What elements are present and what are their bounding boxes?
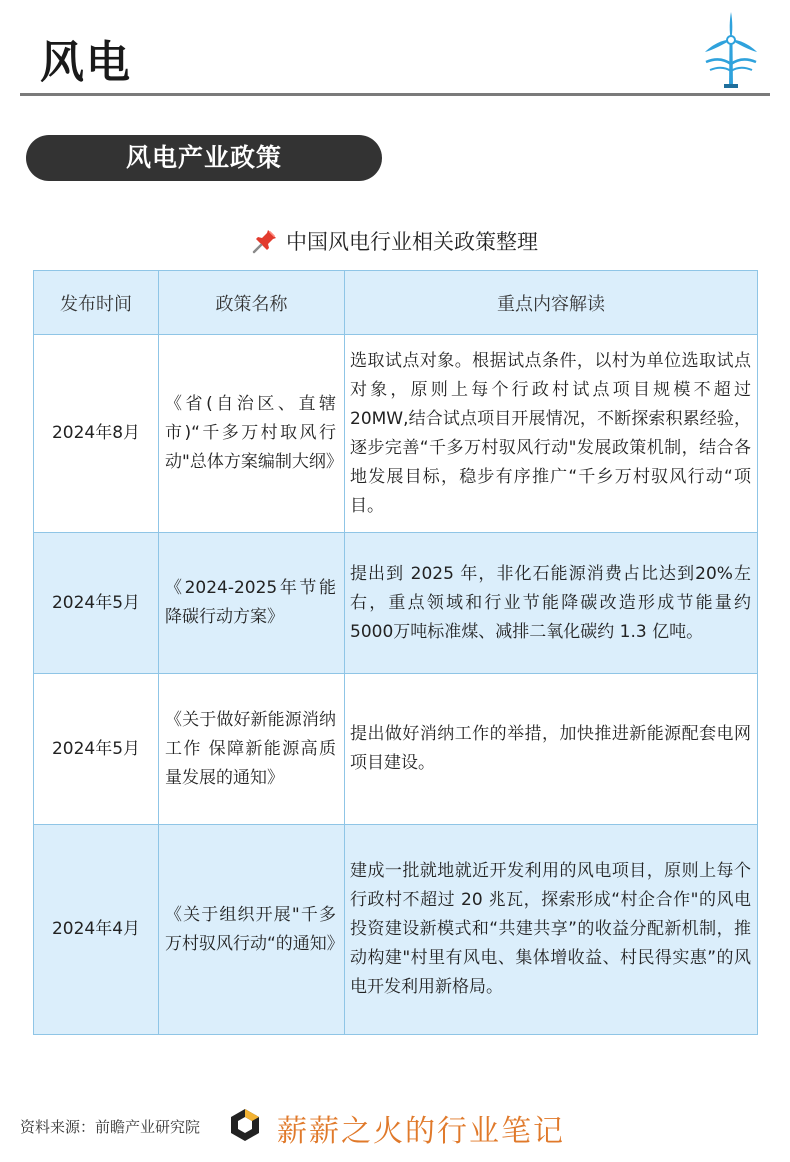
cell-key-points: 提出到 2025 年，非化石能源消费占比达到20%左右，重点领域和行业节能降碳改造形成节能量约 5000万吨标准煤、减排二氧化碳约 1.3 亿吨。 [345,533,758,674]
footer-source: 资料来源：前瞻产业研究院 [20,1118,201,1136]
brand-logo-icon [226,1106,264,1144]
table-row [34,335,758,533]
wind-turbine-icon [700,10,762,90]
header-divider [20,93,770,96]
table-row [34,825,758,1035]
pushpin-icon [252,228,278,254]
cell-date: 2024年5月 [34,533,159,674]
cell-key-points: 提出做好消纳工作的举措，加快推进新能源配套电网项目建设。 [345,674,758,825]
section-title: 风电产业政策 [125,143,282,172]
cell-key-points: 建成一批就地就近开发利用的风电项目，原则上每个行政村不超过 20 兆瓦，探索形成“村企合作"的风电投资建设新模式和“共建共享”的收益分配新机制，推动构建"村里有风电、集体增收益、村民得实惠”的风电开发利用新格局。 [345,825,758,1035]
cell-policy-name: 《省(自治区、直辖市)“千多万村取风行动"总体方案编制大纲》 [159,335,345,533]
cell-policy-name: 《关于做好新能源消纳工作 保障新能源高质量发展的通知》 [159,674,345,825]
column-header-key-points: 重点内容解读 [345,271,758,335]
policy-table [33,270,758,1035]
page-header [0,0,790,100]
cell-policy-name: 《关于组织开展"千多万村驭风行动“的通知》 [159,825,345,1035]
cell-key-points: 选取试点对象。根据试点条件，以村为单位选取试点对象，原则上每个行政村试点项目规模不超过 20MW,结合试点项目开展情况，不断探索积累经验，逐步完善“千多万村驭风行动"发展政策机制，结合各地发展目标，稳步有序推广“千乡万村驭风行动“项目。 [345,335,758,533]
table-caption-text: 中国风电行业相关政策整理 [286,230,538,254]
column-header-date: 发布时间 [34,271,159,335]
table-row [34,533,758,674]
column-header-policy-name: 政策名称 [159,271,345,335]
table-header-row [34,271,758,335]
cell-date: 2024年8月 [34,335,159,533]
table-row [34,674,758,825]
table-caption [0,226,790,256]
cell-policy-name: 《2024-2025年节能降碳行动方案》 [159,533,345,674]
cell-date: 2024年4月 [34,825,159,1035]
section-title-pill [26,135,382,181]
footer-brand: 薪薪之火的行业笔记 [277,1114,565,1149]
cell-date: 2024年5月 [34,674,159,825]
page-title: 风电 [40,37,132,88]
